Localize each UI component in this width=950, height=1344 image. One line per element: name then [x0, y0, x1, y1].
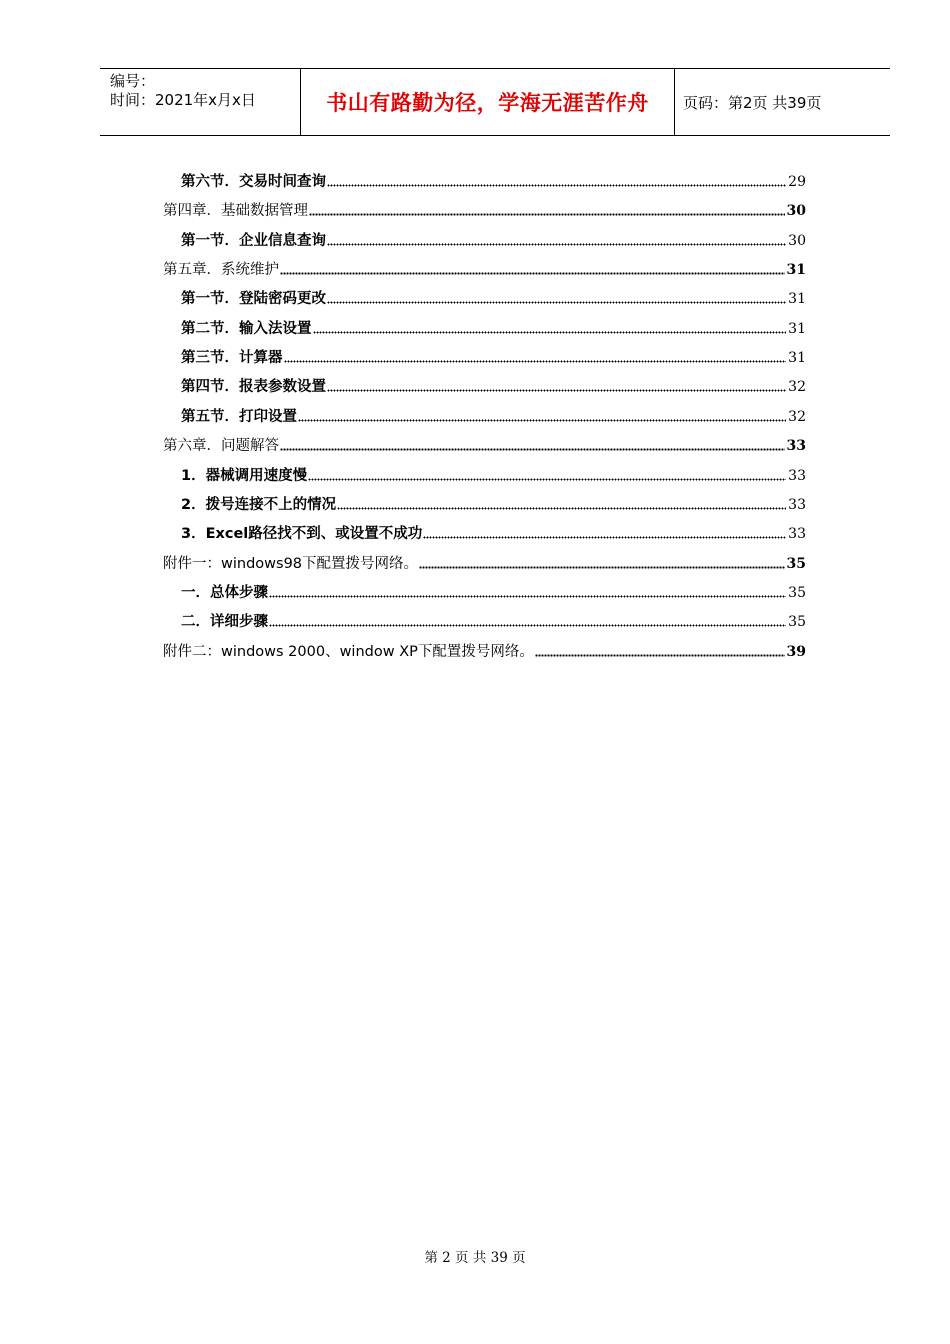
toc-entry-page: 39: [786, 644, 806, 660]
toc-entry-page: 35: [788, 585, 806, 601]
header-page-cell: [675, 69, 890, 135]
toc-entry[interactable]: [181, 493, 806, 515]
toc-leader-dots: [535, 654, 785, 657]
toc-entry-label: 第六章．问题解答: [163, 438, 279, 454]
header-motto-cell: [301, 69, 675, 135]
toc-entry[interactable]: [181, 346, 806, 368]
toc-entry-page: 30: [786, 203, 806, 219]
toc-entry-page: 35: [786, 556, 806, 572]
toc-entry[interactable]: [181, 522, 806, 544]
toc-entry[interactable]: [181, 287, 806, 309]
toc-entry-label: 1．器械调用速度慢: [181, 468, 308, 484]
toc-leader-dots: [327, 243, 786, 246]
toc-entry[interactable]: [181, 405, 806, 427]
toc-entry-page: 32: [788, 409, 806, 425]
toc-leader-dots: [280, 272, 785, 275]
toc-entry[interactable]: [163, 199, 806, 221]
toc-entry-label: 附件一：windows98下配置拨号网络。: [163, 556, 419, 572]
toc-entry-label: 第五节．打印设置: [181, 409, 297, 425]
toc-entry[interactable]: [163, 258, 806, 280]
toc-leader-dots: [298, 419, 786, 422]
toc-entry[interactable]: [181, 170, 806, 192]
toc-entry-page: 33: [788, 468, 806, 484]
toc-entry-label: 二．详细步骤: [181, 614, 268, 630]
toc-entry-label: 2．拨号连接不上的情况: [181, 497, 337, 513]
toc-entry-label: 第五章．系统维护: [163, 262, 279, 278]
toc-leader-dots: [419, 566, 784, 569]
toc-entry-label: 第一节．登陆密码更改: [181, 291, 326, 307]
footer-page-number: 第 2 页 共 39 页: [424, 1250, 526, 1266]
motto: 书山有路勤为径，学海无涯苦作舟: [326, 91, 649, 115]
toc-entry[interactable]: [181, 581, 806, 603]
toc-leader-dots: [309, 213, 785, 216]
toc-entry[interactable]: [181, 610, 806, 632]
toc-entry-label: 第一节．企业信息查询: [181, 233, 326, 249]
toc-entry-label: 附件二：windows 2000、window XP下配置拨号网络。: [163, 644, 534, 660]
toc-entry[interactable]: [181, 375, 806, 397]
toc-leader-dots: [327, 184, 786, 187]
toc-leader-dots: [327, 389, 786, 392]
toc-entry-page: 31: [788, 291, 806, 307]
toc-entry-page: 30: [788, 233, 806, 249]
toc-entry-label: 第二节．输入法设置: [181, 321, 312, 337]
code-label: 编号：: [110, 72, 156, 90]
time-label: 时间：2021年x月x日: [110, 91, 256, 109]
toc-entry[interactable]: [181, 229, 806, 251]
page-footer: [0, 1246, 950, 1266]
toc-entry-page: 33: [786, 438, 806, 454]
toc-entry-label: 第六节．交易时间查询: [181, 174, 326, 190]
toc-entry-page: 33: [788, 497, 806, 513]
toc-entry[interactable]: [163, 434, 806, 456]
toc-entry-page: 33: [788, 526, 806, 542]
toc-entry[interactable]: [181, 464, 806, 486]
toc-entry-label: 第四章．基础数据管理: [163, 203, 308, 219]
toc-leader-dots: [423, 536, 786, 539]
toc-entry[interactable]: [181, 317, 806, 339]
toc-leader-dots: [284, 360, 787, 363]
toc-entry-page: 31: [788, 321, 806, 337]
toc-leader-dots: [269, 595, 786, 598]
toc-entry-label: 第三节．计算器: [181, 350, 283, 366]
toc-leader-dots: [313, 331, 787, 334]
page-header: [100, 68, 890, 136]
toc-leader-dots: [280, 448, 785, 451]
page-info: 页码：第2页 共39页: [683, 93, 822, 112]
toc-entry-page: 29: [788, 174, 806, 190]
toc-entry-label: 一．总体步骤: [181, 585, 268, 601]
toc-entry-label: 3．Excel路径找不到、或设置不成功: [181, 526, 423, 542]
toc-entry-label: 第四节．报表参数设置: [181, 379, 326, 395]
header-meta: [100, 69, 301, 135]
toc-entry-page: 31: [786, 262, 806, 278]
toc-entry-page: 32: [788, 379, 806, 395]
toc-entry[interactable]: [163, 552, 806, 574]
toc-leader-dots: [327, 301, 786, 304]
toc-leader-dots: [308, 478, 786, 481]
toc-entry-page: 35: [788, 614, 806, 630]
toc-entry[interactable]: [163, 640, 806, 662]
toc-leader-dots: [269, 624, 786, 627]
toc-leader-dots: [337, 507, 786, 510]
toc-entry-page: 31: [788, 350, 806, 366]
